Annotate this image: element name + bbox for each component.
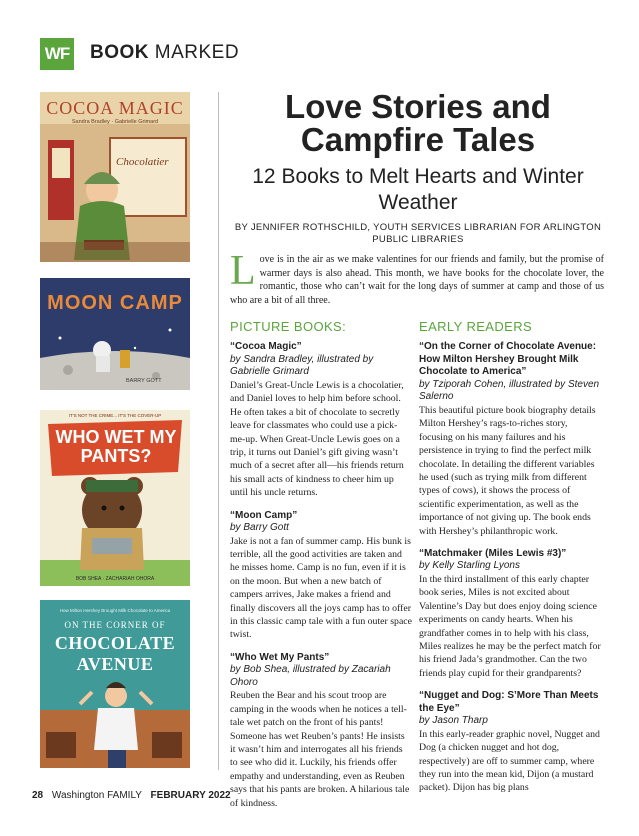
book-description: Jake is not a fan of summer camp. His bunk is terrible, all the good activities are taken and he misses home. Camp is no fun, even if it is on the moon. But when a new batch of campers arrives, Jake makes a friend and finally discovers all the joys camp has to offer in this classic camp tale with a fun outer space twist. — [230, 535, 412, 641]
book-author: by Kelly Starling Lyons — [419, 560, 520, 572]
book-description: This beautiful picture book biography details Milton Hershey’s rags-to-riches story, focusing on his many failures and his persistence in trying to find the perfect milk chocolate. In detailing the different variables he used (such as trying milk from different types of cows), it shows the process of scientific experimentation, as well as the importance of not giving up. The book ends with Hershey’s philanthropic work. — [419, 404, 596, 537]
cover-cocoa-magic-authors: Sandra Bradley · Gabrielle Grimard — [71, 119, 159, 125]
page-number: 28 — [32, 790, 44, 801]
book-author: by Bob Shea, illustrated by Zacariah Ohoro — [230, 664, 391, 688]
book-entry — [230, 341, 412, 499]
picture-books-column — [230, 320, 412, 820]
issue-date: FEBRUARY 2022 — [150, 790, 231, 801]
section-label-rest: MARKED — [149, 42, 240, 63]
book-title: “Nugget and Dog: S’More Than Meets the Eye” — [419, 690, 599, 714]
book-entry — [419, 548, 601, 680]
cover-moon-camp — [40, 278, 190, 390]
book-author: by Barry Gott — [230, 522, 289, 534]
book-title: “Matchmaker (Miles Lewis #3)” — [419, 547, 567, 559]
book-title: “Cocoa Magic” — [230, 341, 302, 353]
article-subtitle: 12 Books to Melt Hearts and Winter Weather — [252, 165, 584, 214]
cover-cocoa-magic-title: COCOA MAGIC — [46, 98, 184, 118]
cover-wwmp-credits: BOB SHEA · ZACHARIAH OHORA — [75, 576, 155, 582]
book-entry — [230, 510, 412, 642]
book-entry — [230, 652, 412, 810]
cover-chocolate-avenue — [40, 600, 190, 768]
book-title: “On the Corner of Chocolate Avenue: How Milton Hershey Brought Milk Chocolate to America” — [419, 341, 597, 378]
page-footer — [32, 790, 231, 801]
book-title: “Who Wet My Pants” — [230, 651, 330, 663]
book-author: by Tziporah Cohen, illustrated by Steven Salerno — [419, 378, 600, 403]
section-label-bold: BOOK — [90, 42, 149, 63]
book-description: Reuben the Bear and his scout troop are camping in the woods when he notices a tell-tale wet patch on the front of his pants! Someone has wet Reuben’s pants! He insists it wasn’t him and interrogates all his friends to see who did it. Luckily, his friends offer empathy and understanding, even as Reuben says that his pants are broken. A hilarious tale of kindness. — [230, 690, 410, 809]
cover-cocoa-magic-sign: Chocolatier — [116, 156, 169, 168]
cover-chocolate-avenue-title-small: ON THE CORNER OF — [64, 620, 166, 630]
column-divider — [218, 92, 219, 770]
cover-cocoa-magic — [40, 92, 190, 262]
article-byline: BY JENNIFER ROTHSCHILD, YOUTH SERVICES LIBRARIAN FOR ARLINGTON PUBLIC LIBRARIES — [234, 222, 602, 245]
early-readers-column — [419, 320, 601, 805]
early-readers-heading: EARLY READERS — [419, 319, 533, 334]
book-description: Daniel’s Great-Uncle Lewis is a chocolatier, and Daniel loves to help him before school. He often takes a bit of chocolate to secretly leave for classmates who could use a pick-me-up. When Great-Uncle Lewis goes on a trip, it turns out Daniel’s gift giving wasn’t much of a secret after all—his friends return his small acts of kindness to cheer him up until his uncle returns. — [230, 379, 404, 499]
cover-moon-camp-title: MOON CAMP — [47, 292, 183, 314]
publication-name: Washington FAMILY — [51, 790, 142, 801]
cover-who-wet-my-pants — [40, 410, 190, 586]
article-intro — [230, 248, 604, 307]
article-title-line1: Love Stories and — [285, 88, 551, 125]
cover-chocolate-avenue-tagline: How Milton Hershey Brought Milk Chocolate to America — [59, 608, 171, 613]
book-description: In the third installment of this early chapter book series, Miles is not excited about Valentine’s Day but does enjoy doing science experiments on candy hearts. When his grandfather comes in to help with his class, Miles realizes he may be the perfect match for his friend Jada’s grandmother. Can the two friends play cupid for their grandparents? — [419, 573, 601, 679]
cover-chocolate-avenue-title: CHOCOLATE AVENUE — [54, 633, 176, 674]
book-entry — [419, 690, 601, 795]
book-entry — [419, 341, 601, 538]
article-title-line2: Campfire Tales — [300, 121, 536, 158]
article-title — [232, 90, 604, 156]
intro-text: ove is in the air as we make valentines for our friends and family, but the promise of warmer days is also ahead. This month, we have books for the chocolate lover, the romantic, those who can’t wait for the long days of summer at camp and those of us who are a bit of all three. — [230, 254, 604, 306]
section-label — [90, 42, 239, 64]
book-description: In this early-reader graphic novel, Nugget and Dog (a chicken nugget and hot dog, respectively) are off to summer camp, where they run into the mean kid, Dijon (a mustard packet). Dijon has big plans — [419, 728, 600, 794]
cover-moon-camp-author: BARRY GOTT — [126, 378, 162, 384]
cover-wwmp-title: WHO WET MY PANTS? — [55, 427, 177, 466]
book-title: “Moon Camp” — [230, 509, 298, 521]
book-author: by Jason Tharp — [419, 715, 488, 727]
publication-logo: WF — [40, 38, 74, 70]
picture-books-heading: PICTURE BOOKS: — [230, 319, 347, 334]
cover-wwmp-tagline: IT'S NOT THE CRIME... IT'S THE COVER-UP — [68, 413, 162, 418]
book-author: by Sandra Bradley, illustrated by Gabrielle Grimard — [230, 353, 374, 378]
intro-dropcap: L — [230, 248, 256, 294]
